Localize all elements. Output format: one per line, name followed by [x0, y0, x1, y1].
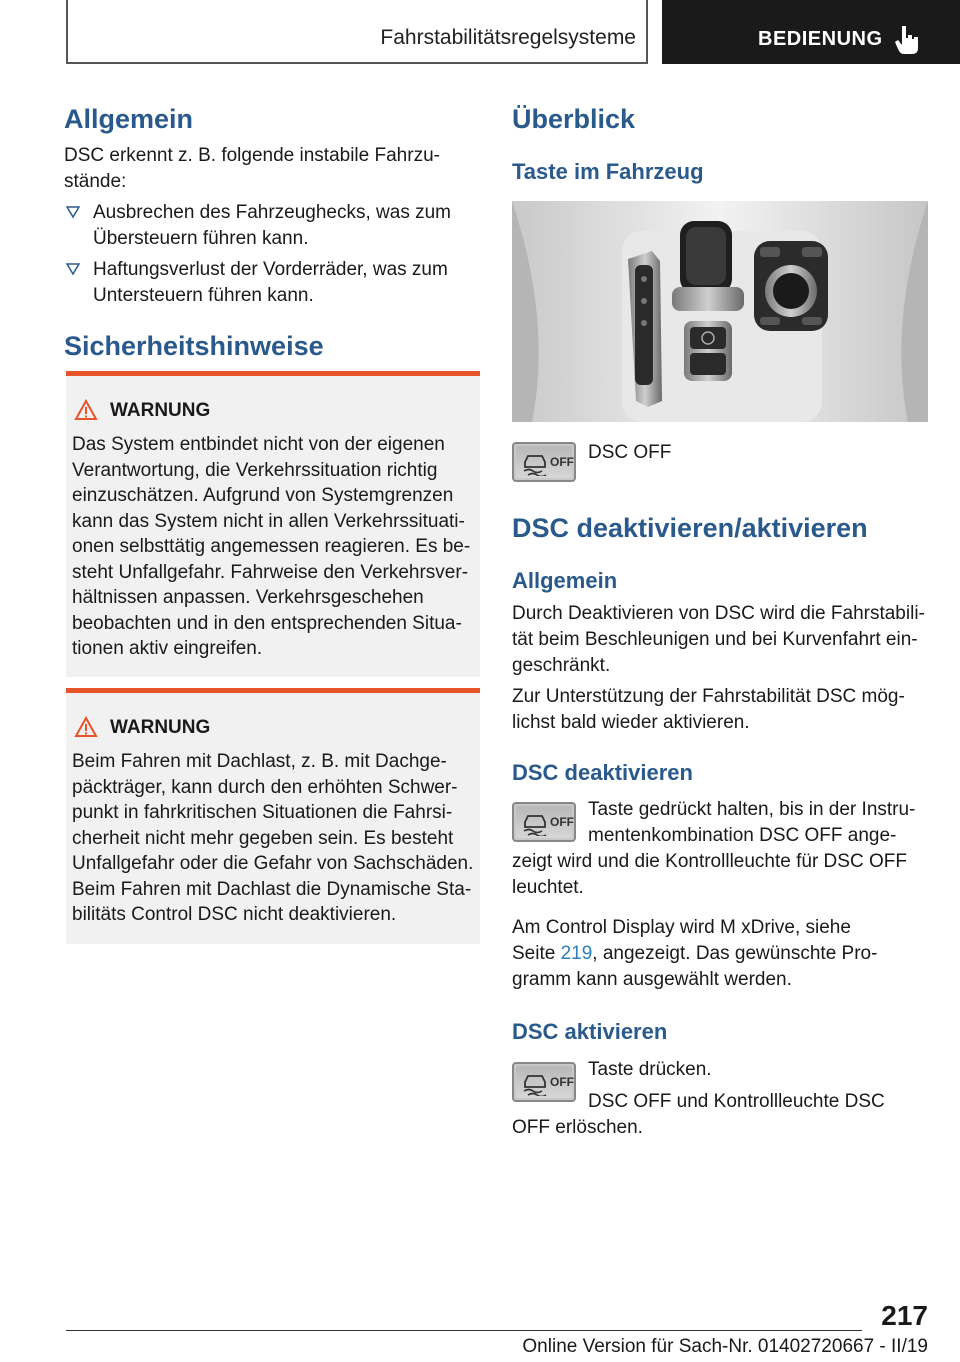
dsc-off-button-icon: OFF	[512, 802, 576, 842]
dsc-off-button-icon: OFF	[512, 1062, 576, 1102]
warning-title: WARNUNG	[110, 717, 211, 738]
subheading-dsc-deaktivieren: DSC deaktivieren	[512, 760, 693, 785]
intro-line-1: DSC erkennt z. B. folgende instabile Fahrzu-	[64, 145, 440, 166]
page-number: 217	[881, 1300, 928, 1331]
paragraph: OFF erlöschen.	[512, 1117, 643, 1138]
header-section-title: Fahrstabilitätsregelsysteme	[380, 26, 636, 49]
button-caption: DSC OFF	[588, 442, 672, 463]
subheading-allgemein: Allgemein	[512, 568, 618, 593]
warning-triangle-icon	[74, 399, 98, 421]
paragraph: zeigt wird und die Kontrollleuchte für DSC OFF leuchtet.	[512, 851, 907, 898]
triangle-bullet-icon	[66, 262, 80, 276]
intro-line-2: stände:	[64, 171, 127, 192]
paragraph: Taste gedrückt halten, bis in der Instru- mentenkombination DSC OFF ange-	[588, 799, 916, 846]
warning-title: WARNUNG	[110, 400, 211, 421]
warning-triangle-icon	[74, 716, 98, 738]
center-console-photo	[512, 201, 928, 422]
warning-text: Beim Fahren mit Dachlast, z. B. mit Dachge- päckträger, kann durch den erhöhten Schwer- punkt in fahrkritischen Situationen die Fahrsi- cherheit nicht mehr gegeben sein. Es besteht Unfallgefahr oder die Gefahr von Sachschäden. Beim Fahren mit Dachlast die Dynamische Sta- bilitäts Control DSC nicht deaktivieren.	[72, 751, 474, 925]
skidding-car-icon	[520, 810, 550, 836]
paragraph: Zur Unterstützung der Fahrstabilität DSC mög- lichst bald wieder aktivieren.	[512, 686, 905, 733]
page-reference-link[interactable]: 219	[560, 943, 593, 964]
heading-dsc-deaktivieren-aktivieren: DSC deaktivieren/aktivieren	[512, 513, 868, 543]
paragraph: Taste drücken.	[588, 1059, 712, 1080]
footer-divider	[66, 1330, 862, 1331]
triangle-bullet-icon	[66, 205, 80, 219]
paragraph: Am Control Display wird M xDrive, siehe Seite 219, angezeigt. Das gewünschte Pro- gramm kann ausgewählt werden.	[512, 917, 878, 990]
header-chapter-title: BEDIENUNG	[758, 28, 883, 50]
heading-allgemein: Allgemein	[64, 104, 194, 134]
footer-online-version: Online Version für Sach-Nr. 01402720667 - II/19	[522, 1336, 928, 1357]
paragraph: DSC OFF und Kontrollleuchte DSC	[588, 1091, 885, 1112]
skidding-car-icon	[520, 450, 550, 476]
skidding-car-icon	[520, 1070, 550, 1096]
subheading-dsc-aktivieren: DSC aktivieren	[512, 1019, 668, 1044]
warning-text: Das System entbindet nicht von der eigenen Verantwortung, die Verkehrssituation richtig einzuschätzen. Aufgrund von Systemgrenzen kann das System nicht in allen Verkehrssituati- onen selbsttätig angemessen reagieren. Es be- steht Unfallgefahr. Fahrweise den Verkehrsver- hältnissen anpassen. Verkehrsgeschehen beobachten und in den entsprechenden Situa- tionen aktiv eingreifen.	[72, 434, 471, 659]
paragraph: Durch Deaktivieren von DSC wird die Fahrstabili- tät beim Beschleunigen und bei Kurvenfahrt ein- geschränkt.	[512, 603, 925, 676]
center-console-illustration	[512, 201, 928, 422]
pointing-hand-icon	[893, 24, 921, 56]
heading-ueberblick: Überblick	[512, 104, 636, 134]
subheading-taste-im-fahrzeug: Taste im Fahrzeug	[512, 159, 704, 184]
heading-sicherheitshinweise: Sicherheitshinweise	[64, 331, 324, 361]
dsc-off-button-icon: OFF	[512, 442, 576, 482]
